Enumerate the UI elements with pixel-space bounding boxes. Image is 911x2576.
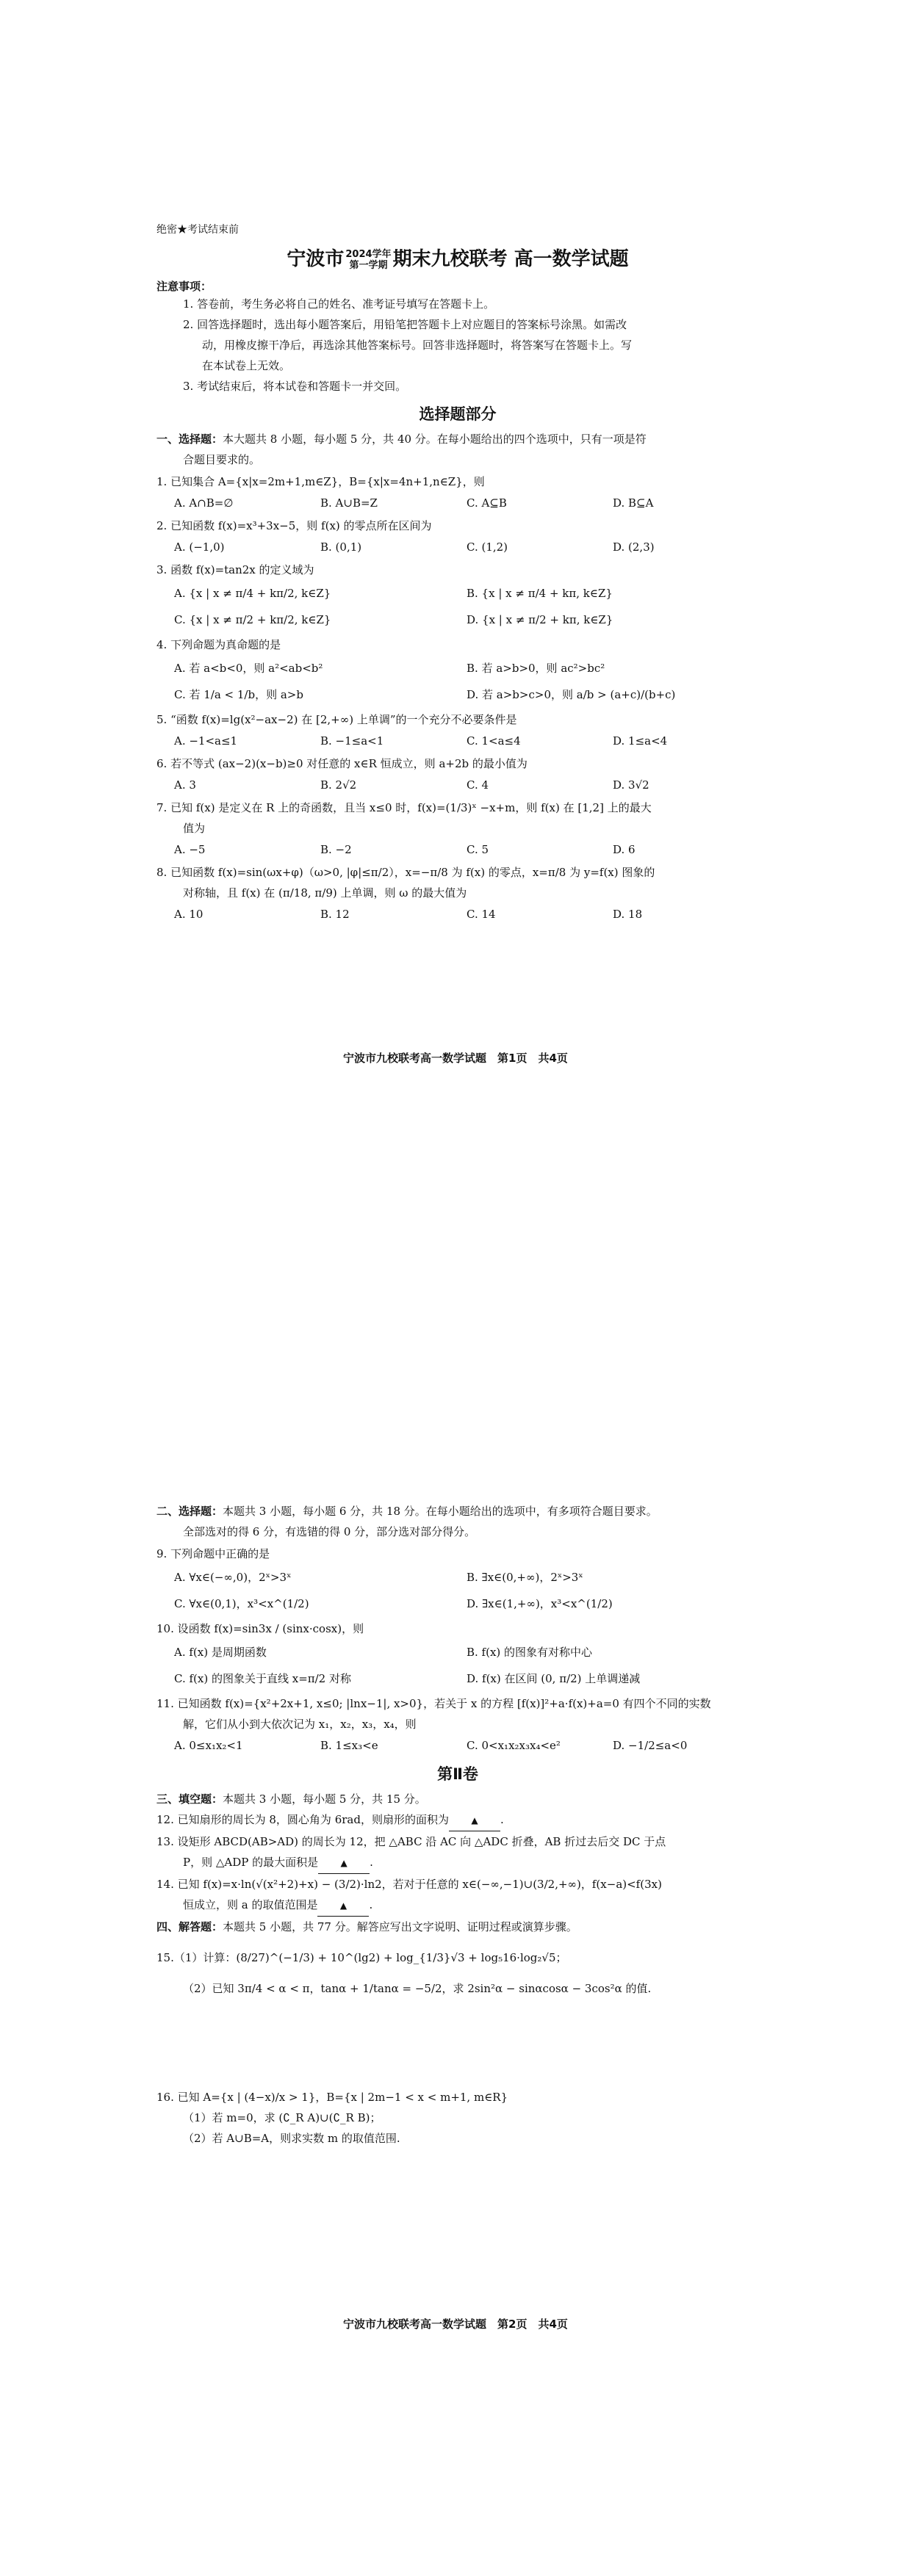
option: A. 若 a<b<0，则 a²<ab<b² xyxy=(174,662,323,675)
question-7: 7. 已知 f(x) 是定义在 R 上的奇函数，且当 x≤0 时，f(x)=(1/3)ˣ −x+m，则 f(x) 在 [1,2] 上的最大 xyxy=(156,801,652,814)
question-10-options xyxy=(156,1639,759,1692)
section-3-label: 三、填空题： xyxy=(156,1792,223,1806)
option: B. 2√2 xyxy=(320,778,357,792)
option: D. 18 xyxy=(613,908,643,921)
option: D. f(x) 在区间 (0, π/2) 上单调递减 xyxy=(467,1672,641,1685)
question-14-cont: 恒成立，则 a 的取值范围是 ▲ . xyxy=(156,1895,759,1917)
question-4-options xyxy=(156,655,759,708)
question-3: 3. 函数 f(x)=tan2x 的定义域为 xyxy=(156,563,314,576)
option: C. 5 xyxy=(467,843,489,856)
option: D. 6 xyxy=(613,843,635,856)
title-term-stack xyxy=(345,249,391,271)
option: C. 0<x₁x₂x₃x₄<e² xyxy=(467,1739,561,1752)
option: A. 10 xyxy=(174,908,204,921)
section-3-heading xyxy=(156,1789,759,1809)
notice-item: 动，用橡皮擦干净后，再选涂其他答案标号。回答非选择题时，将答案写在答题卡上。写 xyxy=(202,339,633,352)
page-title xyxy=(156,244,759,271)
question-11: 11. 已知函数 f(x)={x²+2x+1, x≤0; |lnx−1|, x>0}，若关于 x 的方程 [f(x)]²+a·f(x)+a=0 有四个不同的实数 xyxy=(156,1697,711,1710)
question-14-stem: 恒成立，则 a 的取值范围是 xyxy=(183,1898,318,1911)
question-8-options xyxy=(156,903,759,925)
question-13: 13. 设矩形 ABCD(AB>AD) 的周长为 12，把 △ABC 沿 AC 向 △ADC 折叠，AB 折过去后交 DC 于点 xyxy=(156,1835,666,1848)
option: D. 3√2 xyxy=(613,778,649,792)
question-16-part-1: （1）若 m=0，求 (∁_R A)∪(∁_R B)； xyxy=(183,2111,381,2124)
section-1-desc-cont: 合题目要求的。 xyxy=(183,453,261,466)
option: A. (−1,0) xyxy=(174,540,225,554)
section-3-desc: 本题共 3 小题，每小题 5 分，共 15 分。 xyxy=(223,1792,426,1806)
section-4-label: 四、解答题： xyxy=(156,1920,223,1933)
answer-blank: ▲ xyxy=(449,1810,500,1831)
question-15-part-2: （2）已知 3π/4 < α < π，tanα + 1/tanα = −5/2，求 2sin²α − sinαcosα − 3cos²α 的值. xyxy=(183,1982,652,1995)
option: B. {x | x ≠ π/4 + kπ, k∈Z} xyxy=(467,587,613,600)
option: C. 1<a≤4 xyxy=(467,734,521,748)
section-2-desc-cont: 全部选对的得 6 分，有选错的得 0 分，部分选对部分得分。 xyxy=(183,1525,476,1538)
notice-item: 1. 答卷前，考生务必将自己的姓名、准考证号填写在答题卡上。 xyxy=(183,297,495,311)
option: A. ∀x∈(−∞,0)，2ˣ>3ˣ xyxy=(174,1571,292,1584)
question-1-options xyxy=(156,492,759,514)
page-2-footer: 宁波市九校联考高一数学试题 第2页 共4页 xyxy=(343,2318,568,2331)
notice-item: 2. 回答选择题时，选出每小题答案后，用铅笔把答题卡上对应题目的答案标号涂黑。如需改 xyxy=(183,318,627,331)
section-2-desc: 本题共 3 小题，每小题 6 分，共 18 分。在每小题给出的选项中，有多项符合题目要求。 xyxy=(223,1505,658,1518)
option: C. 若 1/a < 1/b，则 a>b xyxy=(174,688,303,701)
notice-item: 3. 考试结束后，将本试卷和答题卡一并交回。 xyxy=(183,380,407,393)
question-2-options xyxy=(156,536,759,558)
question-16: 16. 已知 A={x | (4−x)/x > 1}，B={x | 2m−1 < x < m+1, m∈R} xyxy=(156,2091,508,2104)
option: C. f(x) 的图象关于直线 x=π/2 对称 xyxy=(174,1672,351,1685)
option: C. A⊆B xyxy=(467,496,507,510)
option: A. A∩B=∅ xyxy=(174,496,234,510)
question-6-options xyxy=(156,774,759,796)
option: B. A∪B=Z xyxy=(320,496,378,510)
question-11-cont: 解，它们从小到大依次记为 x₁，x₂，x₃，x₄，则 xyxy=(183,1718,417,1731)
option: A. 3 xyxy=(174,778,196,792)
title-exam: 期末九校联考 高一数学试题 xyxy=(392,248,629,270)
section-4-desc: 本题共 5 小题，共 77 分。解答应写出文字说明、证明过程或演算步骤。 xyxy=(223,1920,577,1933)
question-6: 6. 若不等式 (ax−2)(x−b)≥0 对任意的 x∈R 恒成立，则 a+2b 的最小值为 xyxy=(156,757,527,770)
question-5-options xyxy=(156,730,759,752)
question-11-options xyxy=(156,1734,759,1756)
question-2: 2. 已知函数 f(x)=x³+3x−5，则 f(x) 的零点所在区间为 xyxy=(156,519,432,532)
part-title: 选择题部分 xyxy=(419,405,497,423)
option: D. (2,3) xyxy=(613,540,655,554)
option: C. ∀x∈(0,1)，x³<x^(1/2) xyxy=(174,1597,309,1610)
option: B. ∃x∈(0,+∞)，2ˣ>3ˣ xyxy=(467,1571,583,1584)
option: C. {x | x ≠ π/2 + kπ/2, k∈Z} xyxy=(174,613,331,626)
section-2-heading xyxy=(156,1501,759,1522)
question-7-cont: 值为 xyxy=(183,822,206,835)
page-2 xyxy=(0,1288,911,2576)
option: B. (0,1) xyxy=(320,540,362,554)
question-15-part-1: 15.（1）计算：(8/27)^(−1/3) + 10^(lg2) + log_{1/3}√3 + log₅16·log₂√5； xyxy=(156,1951,567,1964)
question-9: 9. 下列命题中正确的是 xyxy=(156,1547,270,1560)
section-4-heading xyxy=(156,1917,759,1937)
option: D. −1/2≤a<0 xyxy=(613,1739,688,1752)
answer-blank: ▲ xyxy=(318,1853,370,1874)
option: A. f(x) 是周期函数 xyxy=(174,1646,267,1659)
option: C. 14 xyxy=(467,908,496,921)
question-4: 4. 下列命题为真命题的是 xyxy=(156,638,281,651)
question-8-cont: 对称轴，且 f(x) 在 (π/18, π/9) 上单调，则 ω 的最大值为 xyxy=(183,886,467,900)
option: D. 1≤a<4 xyxy=(613,734,668,748)
title-city: 宁波市 xyxy=(287,248,345,270)
page-2-content xyxy=(156,1501,759,2149)
section-1-heading xyxy=(156,429,759,449)
option: B. 1≤x₃<e xyxy=(320,1739,378,1752)
title-term: 第一学期 xyxy=(349,259,388,271)
question-5: 5. “函数 f(x)=lg(x²−ax−2) 在 [2,+∞) 上单调”的一个充分不必要条件是 xyxy=(156,713,517,726)
option: A. −1<a≤1 xyxy=(174,734,238,748)
option: D. ∃x∈(1,+∞)，x³<x^(1/2) xyxy=(467,1597,613,1610)
confidential-label: 绝密★考试结束前 xyxy=(156,224,239,236)
question-3-options xyxy=(156,580,759,633)
question-13-stem: P，则 △ADP 的最大面积是 xyxy=(183,1856,319,1869)
notice-item: 在本试卷上无效。 xyxy=(202,359,291,372)
notice-heading: 注意事项： xyxy=(156,280,212,293)
question-13-cont: P，则 △ADP 的最大面积是 ▲ . xyxy=(156,1852,759,1874)
option: A. −5 xyxy=(174,843,206,856)
question-9-options xyxy=(156,1564,759,1617)
option: B. 12 xyxy=(320,908,350,921)
question-8: 8. 已知函数 f(x)=sin(ωx+φ)（ω>0, |φ|≤π/2），x=−π/8 为 f(x) 的零点，x=π/8 为 y=f(x) 图象的 xyxy=(156,866,655,879)
page-1-footer: 宁波市九校联考高一数学试题 第1页 共4页 xyxy=(343,1052,568,1065)
question-16-part-2: （2）若 A∪B=A，则求实数 m 的取值范围. xyxy=(183,2132,400,2145)
section-2-label: 二、选择题： xyxy=(156,1505,223,1518)
option: D. 若 a>b>c>0，则 a/b > (a+c)/(b+c) xyxy=(467,688,676,701)
question-14: 14. 已知 f(x)=x·ln(√(x²+2)+x) − (3/2)·ln2，若对于任意的 x∈(−∞,−1)∪(3/2,+∞)，f(x−a)<f(3x) xyxy=(156,1878,662,1891)
option: C. 4 xyxy=(467,778,489,792)
option: B. 若 a>b>0，则 ac²>bc² xyxy=(467,662,605,675)
option: B. −1≤a<1 xyxy=(320,734,384,748)
question-12: 12. 已知扇形的周长为 8，圆心角为 6rad，则扇形的面积为 ▲ . xyxy=(156,1809,759,1831)
section-1-label: 一、选择题： xyxy=(156,433,223,446)
option: B. −2 xyxy=(320,843,352,856)
option: A. {x | x ≠ π/4 + kπ/2, k∈Z} xyxy=(174,587,331,600)
answer-blank: ▲ xyxy=(317,1895,369,1917)
option: A. 0≤x₁x₂<1 xyxy=(174,1739,243,1752)
title-year: 2024学年 xyxy=(345,248,392,260)
option: D. {x | x ≠ π/2 + kπ, k∈Z} xyxy=(467,613,613,626)
option: C. (1,2) xyxy=(467,540,508,554)
question-12-stem: 12. 已知扇形的周长为 8，圆心角为 6rad，则扇形的面积为 xyxy=(156,1813,449,1826)
question-7-options xyxy=(156,839,759,861)
question-1: 1. 已知集合 A={x|x=2m+1,m∈Z}，B={x|x=4n+1,n∈Z}，则 xyxy=(156,475,485,488)
option: D. B⊆A xyxy=(613,496,654,510)
part-2-title: 第Ⅱ卷 xyxy=(437,1765,478,1783)
section-1-desc: 本大题共 8 小题，每小题 5 分，共 40 分。在每小题给出的四个选项中，只有一项是符 xyxy=(223,433,647,446)
page-1-content xyxy=(156,222,759,925)
option: B. f(x) 的图象有对称中心 xyxy=(467,1646,593,1659)
question-10: 10. 设函数 f(x)=sin3x / (sinx·cosx)，则 xyxy=(156,1622,364,1635)
